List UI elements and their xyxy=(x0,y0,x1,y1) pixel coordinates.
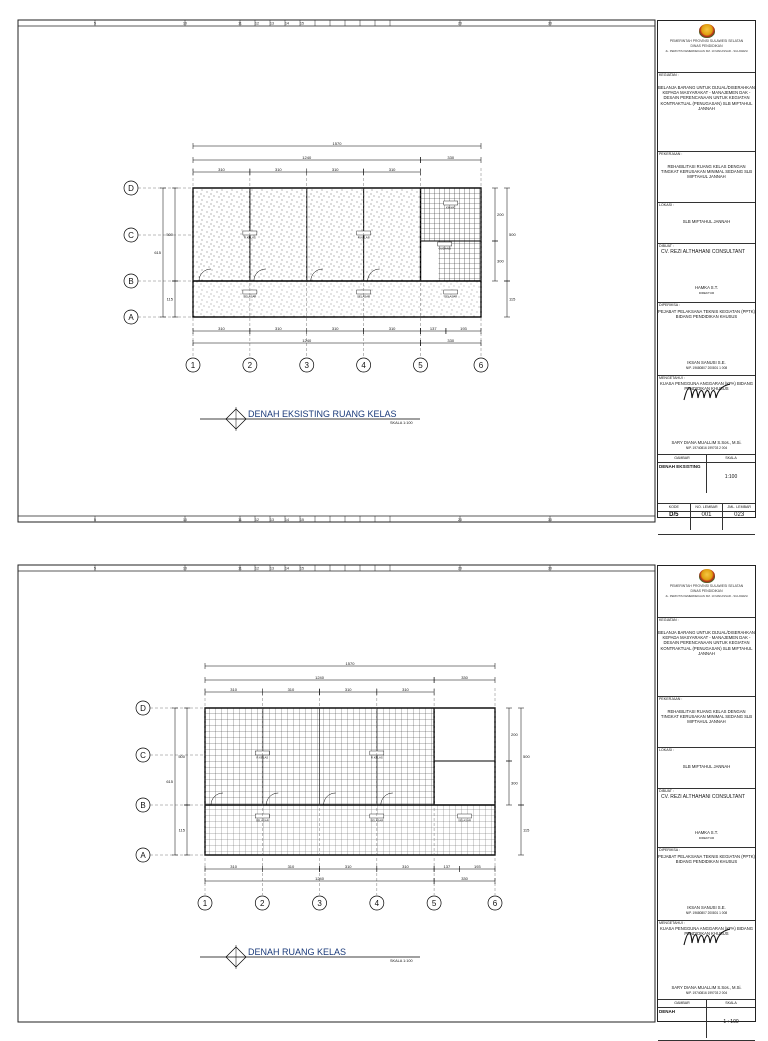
pptk-title: PEJABAT PELAKSANA TEKNIS KEGIATAN (PPTK) BIDANG PENDIDIKAN KHUSUS xyxy=(658,309,755,320)
room-label: SELASAR xyxy=(458,818,472,823)
ruler-label: 10 xyxy=(183,21,187,26)
dimension-label: 1240 xyxy=(302,155,312,160)
jml-lembar-value: 023 xyxy=(734,512,745,519)
skala-label: SKALA xyxy=(725,456,737,460)
tb-dibuat xyxy=(658,789,755,848)
ruler-label: 15 xyxy=(300,566,304,571)
signature-icon xyxy=(682,927,732,949)
grid-bubble-label: 3 xyxy=(317,899,322,908)
dimension-label: 137 xyxy=(429,326,437,331)
ruler-label: 14 xyxy=(285,518,289,522)
dimension-label: 200 xyxy=(511,732,518,737)
dimension-label: 310 xyxy=(287,687,295,692)
dimension-label: 115 xyxy=(509,296,516,302)
ruler-label: 13 xyxy=(270,518,274,522)
kegiatan-label: KEGIATAN : xyxy=(659,73,679,77)
dimension-label: 615 xyxy=(154,250,161,255)
grid-bubble-label: D xyxy=(128,184,134,193)
ruler-label: 12 xyxy=(255,518,259,522)
ruler-label: 5 xyxy=(94,566,96,571)
room-label: R.KELAS xyxy=(243,235,256,240)
lokasi-text: SLB MIFTAHUL JANNAH xyxy=(682,764,731,769)
corridor-floor xyxy=(193,281,481,317)
dimension-label: 310 xyxy=(274,326,282,331)
dimension-label: 500 xyxy=(178,754,185,759)
mengetahui-label: MENGETAHUI : xyxy=(659,921,685,925)
tb-mengetahui xyxy=(658,376,755,455)
grid-bubble-label: 1 xyxy=(190,361,196,370)
dimension-label: 1240 xyxy=(315,675,325,680)
kpa-name: SARY DIANA MUALLIM S.Sos., M.Si. NIP. 19740816 199703 2 004 xyxy=(671,439,742,450)
room-tag xyxy=(444,201,458,205)
ruler-label: 14 xyxy=(285,566,289,571)
grid-bubble-label: 3 xyxy=(304,361,309,370)
tb-footer xyxy=(658,504,755,535)
room-tag xyxy=(458,814,472,818)
no-lembar-value: 001 xyxy=(691,512,724,530)
dimension-label: 115 xyxy=(523,827,530,833)
grid-bubble-label: 6 xyxy=(492,899,498,908)
mengetahui-label: MENGETAHUI : xyxy=(659,376,685,380)
plan-scale: SKALA 1:100 xyxy=(390,959,413,963)
pekerjaan-text: REHABILITASI RUANG KELAS DENGAN TINGKAT KERUSAKAN MINIMAL SEDANG SLB MIFTAHUL JANNAH xyxy=(660,709,753,725)
kpa-title: KUASA PENGGUNA ANGGARAN (KPA) BIDANG PENDIDIKAN KHUSUS xyxy=(660,381,753,392)
tb-gambar xyxy=(658,1000,755,1041)
dimension-label: 310 xyxy=(287,864,295,869)
dimension-label: 137 xyxy=(443,864,451,869)
drawing-sheet-plan xyxy=(0,563,768,1024)
grid-bubble-label: C xyxy=(140,751,146,760)
ruler-label: 10 xyxy=(183,566,187,571)
gambar-value: DENAH xyxy=(658,1008,707,1038)
dimension-label: 330 xyxy=(447,155,455,160)
dimension-label: 200 xyxy=(497,212,504,217)
pekerjaan-label: PEKERJAAN : xyxy=(659,152,683,156)
room-label: SELASAR xyxy=(444,294,458,299)
tb-kegiatan xyxy=(658,618,755,697)
room-label: SELASAR xyxy=(370,818,384,823)
lokasi-text: SLB MIFTAHUL JANNAH xyxy=(682,219,731,224)
dimension-label: 500 xyxy=(523,754,530,759)
grid-bubble-label: 2 xyxy=(247,361,253,370)
dimension-label: 330 xyxy=(447,338,455,343)
consultant-name: CV. REZI ALTHAHANI CONSULTANT xyxy=(661,249,745,255)
skala-value: 1:100 xyxy=(724,474,738,481)
pptk-name: IKSAN SANUSI S.E. NIP. 19680807 200801 1 008 xyxy=(685,359,728,370)
room-label: R.KELAS xyxy=(256,755,269,760)
dimension-label: 310 xyxy=(402,687,409,692)
room-label: GUDANG xyxy=(438,246,451,251)
ruler-label: 30 xyxy=(548,518,552,522)
dimension-label: 500 xyxy=(509,232,516,237)
ruler-label: 5 xyxy=(94,518,96,522)
tb-diperiksa xyxy=(658,848,755,921)
ruler-label: 13 xyxy=(270,566,274,571)
ruler-label: 14 xyxy=(285,21,289,26)
dimension-label: 310 xyxy=(388,167,396,172)
floor-plan-existing xyxy=(0,18,660,524)
corridor-floor xyxy=(205,805,495,855)
grid-bubble-label: B xyxy=(140,801,146,810)
grid-bubble-label: B xyxy=(128,277,134,286)
ruler-label: 11 xyxy=(238,21,242,26)
dimension-label: 300 xyxy=(497,258,504,264)
ruler-label: 12 xyxy=(255,566,259,571)
dimension-label: 330 xyxy=(461,675,468,680)
plan-title: DENAH EKSISTING RUANG KELAS xyxy=(248,409,397,419)
dimension-label: 310 xyxy=(331,326,339,331)
dimension-label: 310 xyxy=(230,864,237,869)
ruler-label: 5 xyxy=(94,21,96,26)
tb-dibuat xyxy=(658,244,755,303)
plan-scale: SKALA 1:100 xyxy=(390,421,413,425)
agency-address: JL. PERINTIS KEMERDEKAAN KM. 10 MAKASSAR - SULAWESI xyxy=(665,594,748,599)
dimension-label: 1570 xyxy=(332,141,342,146)
skala-label: SKALA xyxy=(725,1001,737,1005)
dimension-label: 310 xyxy=(388,326,396,331)
ruler-label: 15 xyxy=(300,21,304,26)
dimension-label: 115 xyxy=(178,827,185,833)
title-block xyxy=(657,565,756,1026)
room-tag xyxy=(444,290,458,294)
dimension-label: 115 xyxy=(166,296,173,302)
dimension-label: 310 xyxy=(344,864,352,869)
engineer-name: HAMKA S.T. DIREKTUR xyxy=(694,284,719,295)
kode-label: KODE xyxy=(658,504,691,511)
room-label: SELASAR xyxy=(255,818,269,823)
pekerjaan-text: REHABILITASI RUANG KELAS DENGAN TINGKAT KERUSAKAN MINIMAL SEDANG SLB MIFTAHUL JANNAH xyxy=(660,164,753,180)
consultant-name: CV. REZI ALTHAHANI CONSULTANT xyxy=(661,794,745,800)
grid-bubble-label: 1 xyxy=(202,899,208,908)
ruler-label: 11 xyxy=(238,566,242,571)
dimension-label: 310 xyxy=(402,864,409,869)
dimension-label: 193 xyxy=(473,864,481,869)
engineer-name: HAMKA S.T. DIREKTUR xyxy=(694,829,719,840)
gambar-label: GAMBAR xyxy=(658,1000,707,1007)
grid-bubble-label: D xyxy=(140,704,146,713)
drawing-sheet-existing xyxy=(0,18,768,524)
agency-address: JL. PERINTIS KEMERDEKAAN KM. 10 MAKASSAR - SULAWESI xyxy=(665,49,748,54)
dimension-label: 310 xyxy=(218,326,225,331)
ruler-label: 20 xyxy=(458,518,462,522)
dimension-label: 330 xyxy=(461,876,468,881)
agency-name: PEMERINTAH PROVINSI SULAWESI SELATAN DINAS PENDIDIKAN xyxy=(669,584,744,594)
grid-bubble-label: 2 xyxy=(260,899,265,908)
dimension-label: 310 xyxy=(331,167,339,172)
no-lembar-label: NO. LEMBAR xyxy=(691,504,724,511)
dimension-label: 1240 xyxy=(315,876,325,881)
grid-bubble-label: A xyxy=(128,313,134,322)
grid-bubble-label: 4 xyxy=(374,899,380,908)
title-block xyxy=(657,20,756,518)
toilet-floor xyxy=(421,188,481,241)
tb-diperiksa xyxy=(658,303,755,376)
dimension-label: 310 xyxy=(344,687,352,692)
room-label: KM/WC xyxy=(445,205,456,210)
lokasi-label: LOKASI : xyxy=(659,203,674,207)
dimension-label: 310 xyxy=(274,167,282,172)
agency-name: PEMERINTAH PROVINSI SULAWESI SELATAN DINAS PENDIDIKAN xyxy=(669,39,744,49)
grid-bubble-label: A xyxy=(140,851,146,860)
ruler-label: 15 xyxy=(300,518,304,522)
skala-value: 1 : 100 xyxy=(723,1019,739,1026)
province-logo-icon xyxy=(699,569,715,583)
room-label: SELASAR xyxy=(243,294,257,299)
dimension-label: 310 xyxy=(218,167,225,172)
ruler-label: 30 xyxy=(548,566,552,571)
ruler-label: 12 xyxy=(255,21,259,26)
kegiatan-text: BELANJA BARANG UNTUK DIJUAL/DISERAHKAN KEPADA MASYARAKAT - MANAJEMEN DAK - DESAIN PERENCANAAN UNTUK KEGIATAN KONTRAKTUAL (PENUGASAN) SLB MIFTAHUL JANNAH xyxy=(658,630,755,656)
room-label: R.KELAS xyxy=(370,755,383,760)
floor-plan-new xyxy=(0,563,660,1024)
dibuat-label: DIBUAT : xyxy=(659,244,674,248)
tb-mengetahui xyxy=(658,921,755,1000)
grid-bubble-label: 5 xyxy=(431,899,437,908)
ruler-label: 10 xyxy=(183,518,187,522)
dimension-label: 615 xyxy=(166,779,173,784)
diperiksa-label: DIPERIKSA : xyxy=(659,848,680,852)
dimension-label: 1570 xyxy=(345,661,355,666)
jml-lembar-label: JML. LEMBAR xyxy=(727,505,751,509)
grid-bubble-label: 6 xyxy=(478,361,484,370)
signature-icon xyxy=(682,382,732,404)
pekerjaan-label: PEKERJAAN : xyxy=(659,697,683,701)
ruler-label: 20 xyxy=(458,21,462,26)
dimension-label: 1240 xyxy=(302,338,312,343)
dimension-label: 193 xyxy=(460,326,467,331)
kegiatan-label: KEGIATAN : xyxy=(659,618,679,622)
kpa-title: KUASA PENGGUNA ANGGARAN (KPA) BIDANG PENDIDIKAN KHUSUS xyxy=(660,926,753,937)
dimension-label: 500 xyxy=(166,232,173,237)
plan-title: DENAH RUANG KELAS xyxy=(248,947,347,957)
gambar-label: GAMBAR xyxy=(658,455,707,462)
pptk-name: IKSAN SANUSI S.E. NIP. 19680807 200801 1 008 xyxy=(685,904,728,915)
grid-bubble-label: C xyxy=(128,231,134,240)
tb-header xyxy=(658,24,755,73)
tb-lokasi xyxy=(658,203,755,244)
tb-lokasi xyxy=(658,748,755,789)
dimension-label: 310 xyxy=(230,687,237,692)
gambar-value: DENAH EKSISTING xyxy=(658,463,707,493)
tb-pekerjaan xyxy=(658,697,755,748)
grid-bubble-label: 5 xyxy=(418,361,423,370)
kpa-name: SARY DIANA MUALLIM S.Sos., M.Si. NIP. 19740816 199703 2 004 xyxy=(671,984,742,995)
diperiksa-label: DIPERIKSA : xyxy=(659,303,680,307)
kegiatan-text: BELANJA BARANG UNTUK DIJUAL/DISERAHKAN KEPADA MASYARAKAT - MANAJEMEN DAK - DESAIN PERENCANAAN UNTUK KEGIATAN KONTRAKTUAL (PENUGASAN) SLB MIFTAHUL JANNAH xyxy=(658,85,755,111)
tb-gambar xyxy=(658,455,755,504)
tb-kegiatan xyxy=(658,73,755,152)
ruler-label: 11 xyxy=(238,518,242,522)
lokasi-label: LOKASI : xyxy=(659,748,674,752)
pptk-title: PEJABAT PELAKSANA TEKNIS KEGIATAN (PPTK) BIDANG PENDIDIKAN KHUSUS xyxy=(658,854,755,865)
province-logo-icon xyxy=(699,24,715,38)
room-label: SELASAR xyxy=(357,294,371,299)
ruler-label: 13 xyxy=(270,21,274,26)
ruler-label: 30 xyxy=(548,21,552,26)
room-tag xyxy=(438,242,452,246)
grid-bubble-label: 4 xyxy=(361,361,366,370)
tb-pekerjaan xyxy=(658,152,755,203)
tb-header xyxy=(658,569,755,618)
room-label: R.KELAS xyxy=(357,235,370,240)
ruler-label: 20 xyxy=(458,566,462,571)
kode-value: D/5 xyxy=(658,512,691,530)
dimension-label: 300 xyxy=(511,780,518,786)
dibuat-label: DIBUAT : xyxy=(659,789,674,793)
